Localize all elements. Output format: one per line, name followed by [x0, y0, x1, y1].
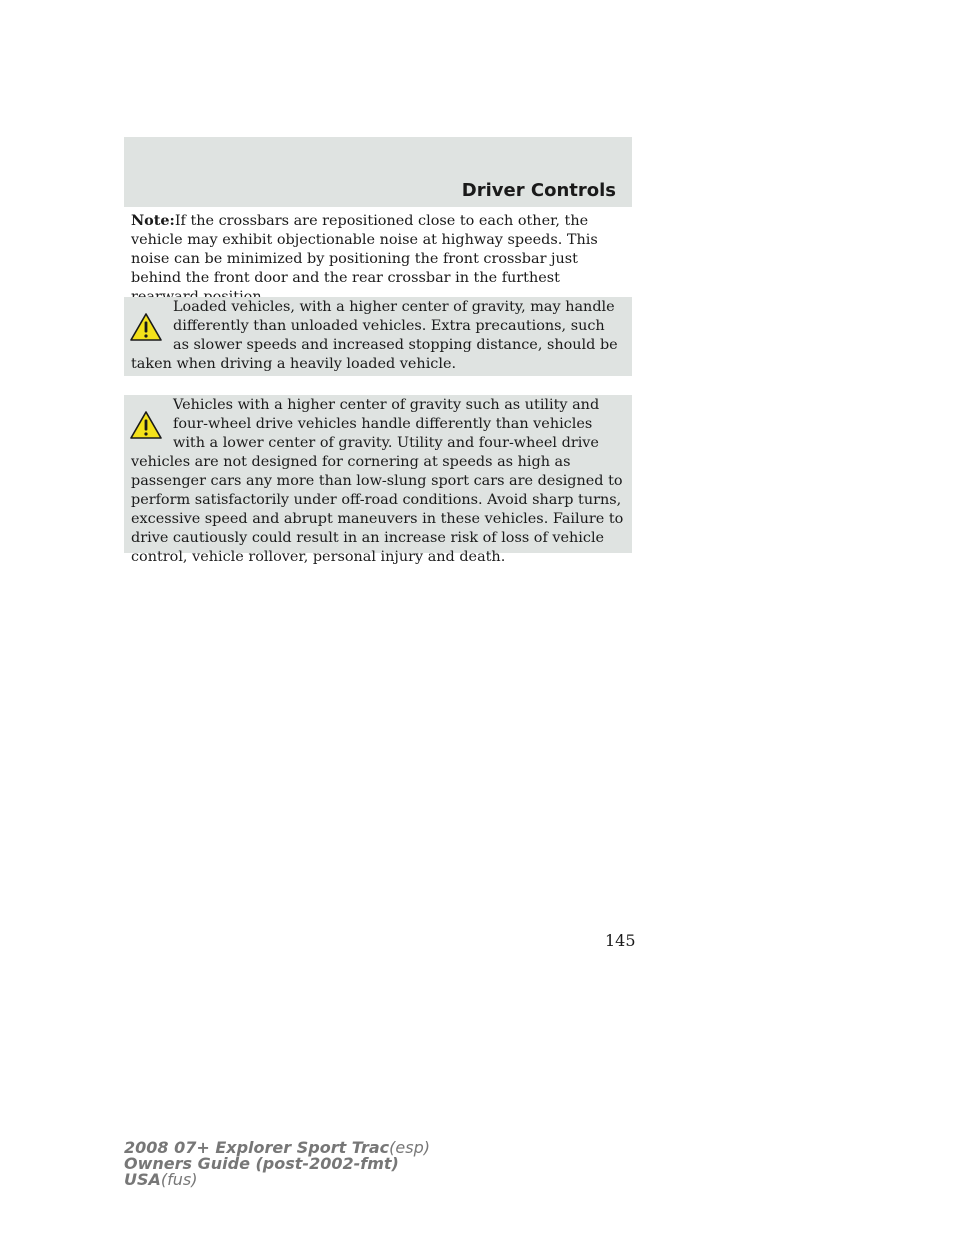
footer-line-guide: Owners Guide (post-2002-fmt) — [124, 1154, 399, 1173]
note-paragraph — [131, 211, 631, 307]
note-text: If the crossbars are repositioned close to each other, the vehicle may exhibit objectionable noise at highway speeds. This noise can be minimized by positioning the front crossbar just behind the front door and the rear crossbar in the furthest — [131, 213, 598, 286]
footer-line-model: 2008 07+ Explorer Sport Trac(esp) — [124, 1138, 430, 1157]
warning-text: Loaded vehicles, with a higher center of gravity, may handle differently than unloaded vehicles. Extra precautions, such as slower speeds and increased stopping distance, should be taken when driving a heavily loaded vehicle. — [131, 299, 618, 372]
document-footer — [124, 1140, 430, 1188]
footer-line-market: USA(fus) — [124, 1170, 198, 1189]
warning-box-center-of-gravity — [124, 395, 632, 565]
note-label: Note: — [131, 212, 175, 229]
section-title: Driver Controls — [461, 180, 616, 201]
warning-triangle-icon — [129, 312, 163, 342]
header-band — [124, 137, 632, 207]
warning-triangle-icon — [129, 410, 163, 440]
warning-text: Vehicles with a higher center of gravity such as utility and four-wheel drive vehicles handle differently than vehicles with a lower center of gravity. Utility and four-wheel drive vehicles are not designed for cornering at speeds as high as passenger cars any more than low-slung sport cars are designed to perform satisfactorily under off-road conditions. Avoid sharp turns, excessive speed and abrupt maneuvers in these vehicles. Failure to drive cautiously could result in an increase risk of loss of vehicle control, vehicle rollover, personal injury and death. — [131, 397, 624, 565]
warning-box-loaded-vehicles — [124, 297, 632, 376]
page-number: 145 — [605, 931, 636, 950]
